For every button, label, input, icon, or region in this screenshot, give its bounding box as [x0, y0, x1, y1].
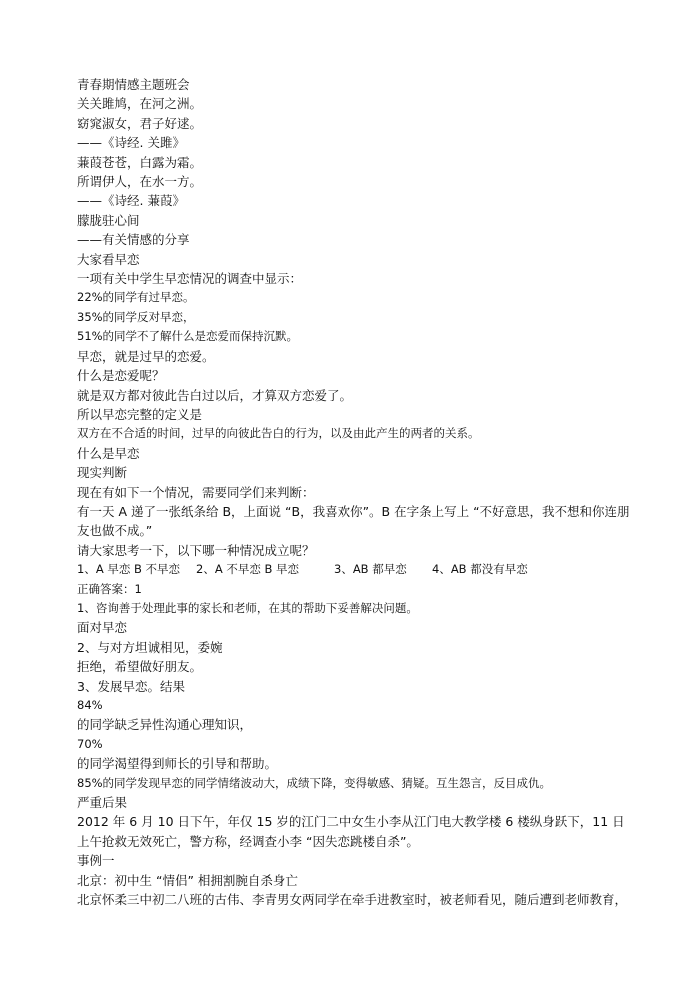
option-3: 3、AB 都早恋 [334, 562, 407, 577]
option-1: 1、A 早恋 B 不早恋 [77, 562, 181, 577]
text-line: 1、咨询善于处理此事的家长和老师，在其的帮助下妥善解决问题。 [77, 600, 418, 615]
poem-source: ——《诗经. 关雎》 [77, 135, 185, 151]
text-line: 的同学缺乏异性沟通心理知识， [77, 717, 253, 733]
question-line: 什么是恋爱呢？ [77, 368, 165, 384]
question-line: 请大家思考一下，以下哪一种情况成立呢？ [77, 542, 315, 558]
text-line: 拒绝，希望做好朋友。 [77, 659, 203, 675]
poem-line: 蒹葭苍苍，白露为霜。 [77, 154, 203, 170]
document-body [77, 75, 637, 909]
text-line: 3、发展早恋。结果 [77, 678, 185, 694]
section-heading: 现实判断 [77, 465, 128, 481]
section-heading: 什么是早恋 [77, 445, 140, 461]
case-title: 北京：初中生 “情侣” 相拥割腕自杀身亡 [77, 872, 298, 888]
text-line: 2、与对方坦诚相见，委婉 [77, 639, 223, 655]
stat-value: 84% [77, 698, 103, 712]
section-heading: 严重后果 [77, 795, 128, 811]
text-line: 的同学渴望得到师长的引导和帮助。 [77, 756, 278, 772]
stat-line: 35%的同学反对早恋， [77, 309, 195, 324]
poem-line: 所谓伊人，在水一方。 [77, 174, 203, 190]
definition-line: 双方在不合适的时间，过早的向彼此告白的行为，以及由此产生的两者的关系。 [77, 426, 480, 441]
section-heading: 面对早恋 [77, 620, 128, 636]
poem-line: 关关雎鸠，在河之洲。 [77, 96, 203, 112]
stat-line: 85%的同学发现早恋的同学情绪波动大，成绩下降，变得敏感、猜疑。互生怨言，反目成仇。 [77, 775, 552, 790]
scenario-paragraph: 有一天 A 递了一张纸条给 B，上面说 “B，我喜欢你”。B 在字条上写上 “不好意思，我不想和你连朋友也做不成。” [77, 503, 630, 539]
option-4: 4、AB 都没有早恋 [432, 562, 528, 577]
news-paragraph: 2012 年 6 月 10 日下午，年仅 15 岁的江门二中女生小李从江门电大教学楼 6 楼纵身跃下，11 日上午抢救无效死亡，警方称，经调查小李 “因失恋跳楼自杀”。 [77, 814, 625, 849]
section-heading: 朦胧驻心间 [77, 212, 140, 228]
section-heading: 大家看早恋 [77, 251, 140, 267]
text-line: 现在有如下一个情况，需要同学们来判断： [77, 484, 315, 500]
text-line: 就是双方都对彼此告白过以后，才算双方恋爱了。 [77, 387, 353, 403]
document-title: 青春期情感主题班会 [77, 77, 190, 92]
stat-line: 22%的同学有过早恋。 [77, 290, 195, 305]
answer-options [77, 560, 637, 579]
stat-value: 70% [77, 736, 103, 751]
poem-line: 窈窕淑女，君子好逑。 [77, 115, 203, 131]
stat-line: 51%的同学不了解什么是恋爱而保持沉默。 [77, 329, 299, 344]
text-line: 一项有关中学生早恋情况的调查中显示： [77, 271, 303, 287]
option-2: 2、A 不早恋 B 早恋 [196, 562, 300, 577]
section-subtitle: ——有关情感的分享 [77, 232, 190, 248]
section-heading: 事例一 [77, 853, 115, 869]
correct-answer: 正确答案：1 [77, 581, 142, 596]
text-line: 所以早恋完整的定义是 [77, 406, 203, 422]
text-line: 北京怀柔三中初二八班的古伟、李青男女两同学在牵手进教室时，被老师看见，随后遭到老师教育， [77, 892, 628, 908]
poem-source: ——《诗经. 蒹葭》 [77, 193, 185, 209]
text-line: 早恋，就是过早的恋爱。 [77, 348, 215, 364]
